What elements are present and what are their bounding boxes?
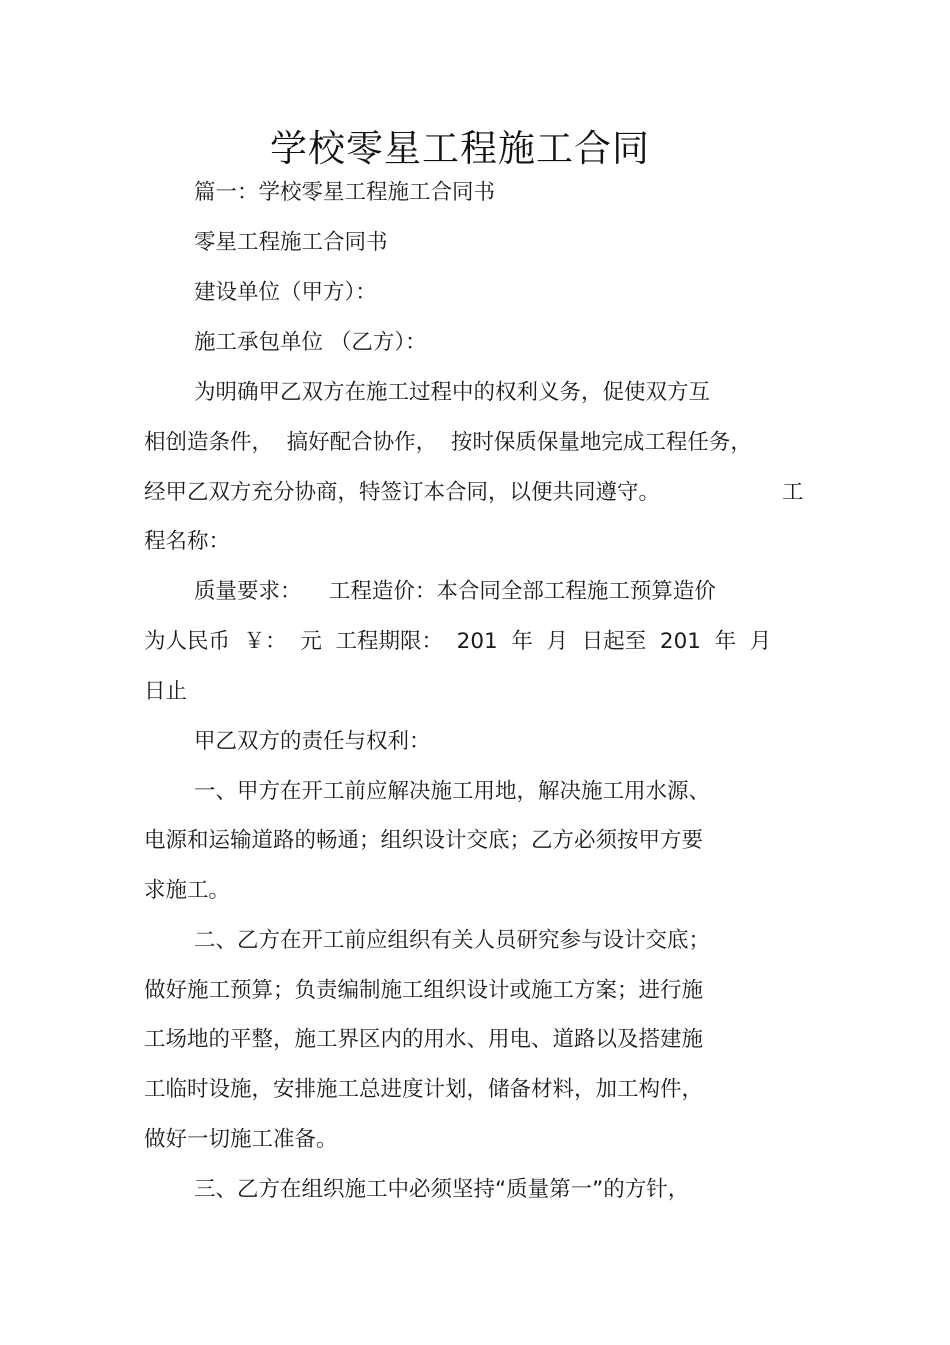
text-line: 三、乙方在组织施工中必须坚持“质量第一”的方针， xyxy=(194,1177,690,1202)
text-line: 日止 xyxy=(144,679,188,704)
text-line: 工场地的平整，施工界区内的用水、用电、道路以及搭建施 xyxy=(144,1027,704,1052)
text-line: 为明确甲乙双方在施工过程中的权利义务，促使双方互 xyxy=(194,380,711,405)
text-line: 为人民币 ￥： 元 工程期限： 201 年 月 日起至 201 年 月 xyxy=(144,629,772,654)
text-line: 工临时设施，安排施工总进度计划，储备材料，加工构件， xyxy=(144,1077,704,1102)
text-line: 经甲乙双方充分协商，特签订本合同，以便共同遵守。 xyxy=(144,480,661,505)
text-line: 篇一：学校零星工程施工合同书 xyxy=(194,180,496,205)
text-line: 求施工。 xyxy=(144,878,231,903)
text-line: 二、乙方在开工前应组织有关人员研究参与设计交底； xyxy=(194,928,711,953)
text-line: 质量要求： 工程造价：本合同全部工程施工预算造价 xyxy=(194,579,716,604)
text-line: 工 xyxy=(782,480,804,505)
text-line: 施工承包单位 （乙方）： xyxy=(194,330,427,355)
text-line: 做好施工预算；负责编制施工组织设计或施工方案；进行施 xyxy=(144,978,704,1003)
text-line: 做好一切施工准备。 xyxy=(144,1127,338,1152)
text-line: 甲乙双方的责任与权利： xyxy=(194,729,431,754)
text-line: 建设单位（甲方）： xyxy=(194,280,377,305)
text-line: 相创造条件， 搞好配合协作， 按时保质保量地完成工程任务， xyxy=(144,430,752,455)
text-line: 零星工程施工合同书 xyxy=(194,230,388,255)
text-line: 一、甲方在开工前应解决施工用地，解决施工用水源、 xyxy=(194,779,711,804)
text-line: 程名称： xyxy=(144,529,231,554)
text-line: 电源和运输道路的畅通；组织设计交底；乙方必须按甲方要 xyxy=(144,828,704,853)
document-title: 学校零星工程施工合同 xyxy=(270,127,650,170)
